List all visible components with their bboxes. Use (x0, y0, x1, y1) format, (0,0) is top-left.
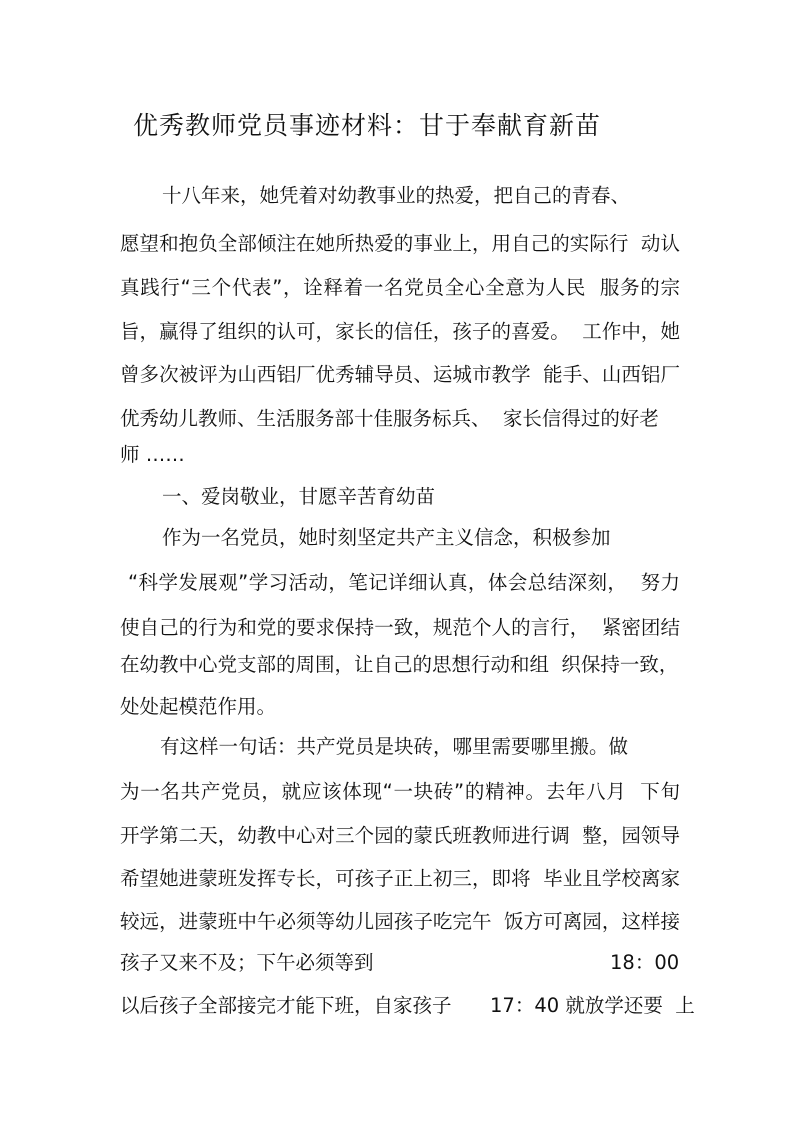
paragraph-line: 师 …… (120, 443, 185, 466)
paragraph-line: 使自己的行为和党的要求保持一致，规范个人的言行， 紧密团结 (120, 616, 680, 639)
paragraph-line: 有这样一句话：共产党员是块砖，哪里需要哪里搬。做 (160, 735, 629, 758)
paragraph-line: 较远，进蒙班中午必须等幼儿园孩子吃完午 饭方可离园，这样接 (120, 910, 680, 933)
paragraph-line: 开学第二天，幼教中心对三个园的蒙氏班教师进行调 整，园领导 (120, 824, 680, 847)
paragraph-line: 十八年来，她凭着对幼教事业的热爱，把自己的青春、 (162, 184, 631, 207)
paragraph-line-right: 18：00 (610, 951, 680, 974)
paragraph-line: 优秀幼儿教师、生活服务部十佳服务标兵、 家长信得过的好老 (120, 407, 659, 430)
paragraph-line-left: 孩子又来不及；下午必须等到 (120, 951, 374, 974)
paragraph-line-right: 17：40 就放学还要 上 (490, 994, 695, 1017)
paragraph-line: 作为一名党员，她时刻坚定共产主义信念，积极参加 (162, 526, 611, 549)
paragraph-line: “科学发展观”学习活动，笔记详细认真，体会总结深刻， 努力 (128, 571, 680, 594)
paragraph-line: 在幼教中心党支部的周围，让自己的思想行动和组 织保持一致， (120, 653, 679, 676)
document-title: 优秀教师党员事迹材料：甘于奉献育新苗 (133, 111, 602, 140)
paragraph-line: 为一名共产党员，就应该体现“一块砖”的精神。去年八月 下旬 (120, 780, 680, 803)
section-heading: 一、爱岗敬业，甘愿辛苦育幼苗 (162, 485, 436, 508)
paragraph-line: 真践行“三个代表”，诠释着一名党员全心全意为人民 服务的宗 (120, 276, 680, 299)
paragraph-line: 旨，赢得了组织的认可，家长的信任，孩子的喜爱。 工作中，她 (120, 320, 680, 343)
paragraph-line-left: 以后孩子全部接完才能下班，自家孩子 (120, 994, 452, 1017)
paragraph-line: 曾多次被评为山西铝厂优秀辅导员、运城市教学 能手、山西铝厂 (120, 363, 680, 386)
paragraph-line: 愿望和抱负全部倾注在她所热爱的事业上，用自己的实际行 动认 (120, 232, 680, 255)
paragraph-line: 处处起模范作用。 (120, 695, 277, 718)
paragraph-line: 希望她进蒙班发挥专长，可孩子正上初三，即将 毕业且学校离家 (120, 867, 680, 890)
